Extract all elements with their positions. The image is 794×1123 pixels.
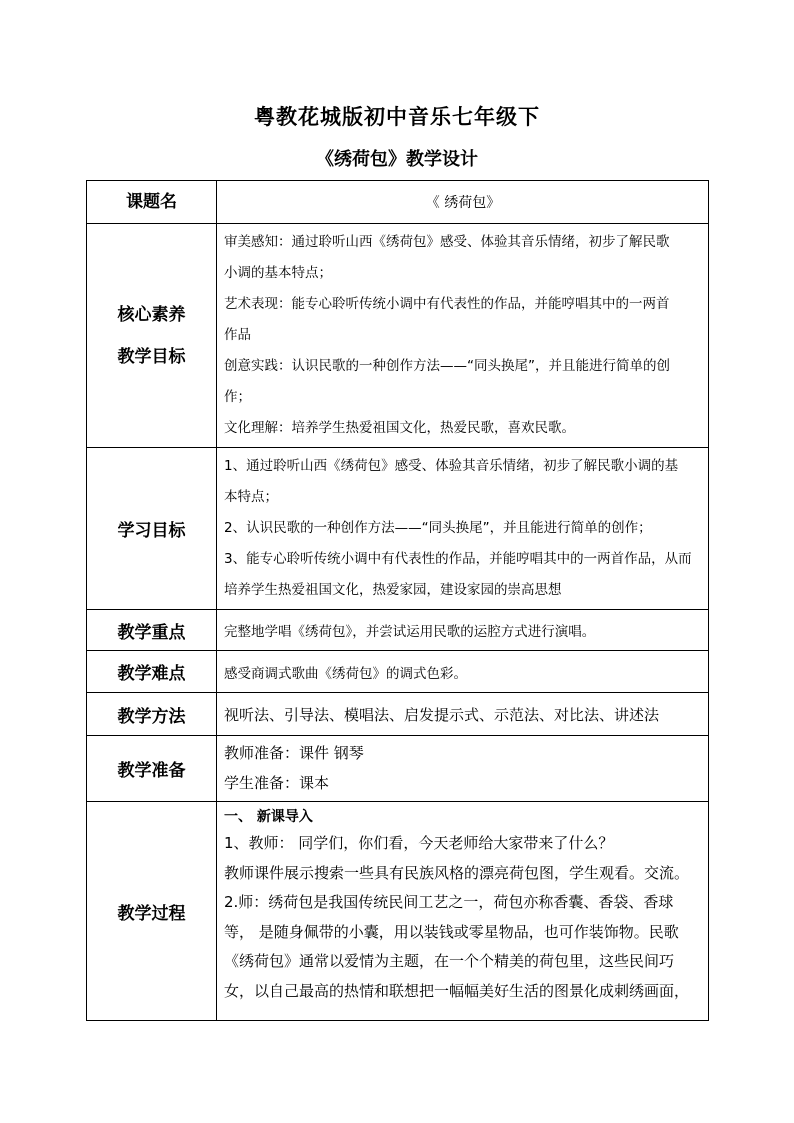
row-method <box>87 693 709 736</box>
label-core-goals-line1: 核心素养 <box>117 304 186 325</box>
label-difficulty: 教学难点 <box>87 651 217 693</box>
label-core-goals <box>87 224 217 448</box>
learning-line: 1、通过聆听山西《绣荷包》感受、体验其音乐情绪，初步了解民歌小调的基 <box>224 458 679 474</box>
process-text <box>217 802 709 1021</box>
process-line: 女，以自己最高的热情和联想把一幅幅美好生活的图景化成刺绣画面， <box>224 981 690 1000</box>
label-method: 教学方法 <box>87 693 217 736</box>
row-learning-goals <box>87 448 709 610</box>
row-key-points <box>87 610 709 651</box>
value-topic: 《 绣荷包》 <box>217 181 709 224</box>
document-title: 粤教花城版初中音乐七年级下 <box>254 104 540 129</box>
process-line: 1、教师： 同学们，你们看，今天老师给大家带来了什么？ <box>224 834 614 852</box>
student-prep: 学生准备：课本 <box>224 773 330 792</box>
goal-line: 艺术表现：能专心聆听传统小调中有代表性的作品，并能哼唱其中的一两首 <box>224 296 670 312</box>
goal-line: 作； <box>224 389 251 405</box>
learning-line: 本特点； <box>224 489 278 505</box>
label-process: 教学过程 <box>87 802 217 1021</box>
process-line: 教师课件展示搜索一些具有民族风格的漂亮荷包图，学生观看。交流。 <box>224 863 690 882</box>
goal-line: 作品 <box>224 327 251 343</box>
method-text: 视听法、引导法、模唱法、启发提示式、示范法、对比法、讲述法 <box>217 693 709 736</box>
label-topic: 课题名 <box>87 181 217 224</box>
difficulty-text: 感受商调式歌曲《绣荷包》的调式色彩。 <box>217 651 709 693</box>
document-subtitle: 《绣荷包》教学设计 <box>316 149 478 170</box>
learning-line: 3、能专心聆听传统小调中有代表性的作品，并能哼唱其中的一两首作品，从而 <box>224 551 692 567</box>
row-topic <box>87 181 709 224</box>
learning-goals-text <box>217 448 709 610</box>
core-goals-text <box>217 224 709 448</box>
prep-text <box>217 736 709 802</box>
lesson-plan-table <box>86 180 709 1021</box>
label-learning-goals: 学习目标 <box>87 448 217 610</box>
key-points-text: 完整地学唱《绣荷包》，并尝试运用民歌的运腔方式进行演唱。 <box>217 610 709 651</box>
goal-line: 文化理解：培养学生热爱祖国文化，热爱民歌，喜欢民歌。 <box>224 420 575 436</box>
goal-line: 审美感知：通过聆听山西《绣荷包》感受、体验其音乐情绪，初步了解民歌 <box>224 234 670 250</box>
goal-line: 小调的基本特点； <box>224 265 332 281</box>
process-line: 等， 是随身佩带的小囊，用以装钱或零星物品，也可作装饰物。民歌 <box>224 922 679 941</box>
teacher-prep: 教师准备：课件 钢琴 <box>224 744 364 762</box>
row-core-goals <box>87 224 709 448</box>
learning-line: 2、认识民歌的一种创作方法——“同头换尾”，并且能进行简单的创作； <box>224 520 652 536</box>
goal-line: 创意实践：认识民歌的一种创作方法——“同头换尾”，并且能进行简单的创 <box>224 358 670 374</box>
label-key-points: 教学重点 <box>87 610 217 651</box>
row-prep <box>87 736 709 802</box>
label-prep: 教学准备 <box>87 736 217 802</box>
row-difficulty <box>87 651 709 693</box>
process-heading: 一、 新课导入 <box>224 809 313 825</box>
process-line: 《绣荷包》通常以爱情为主题，在一个个精美的荷包里，这些民间巧 <box>224 952 675 970</box>
label-core-goals-line2: 教学目标 <box>117 346 186 367</box>
process-line: 2.师：绣荷包是我国传统民间工艺之一，荷包亦称香囊、香袋、香球 <box>224 893 674 911</box>
row-process <box>87 802 709 1021</box>
learning-line: 培养学生热爱祖国文化，热爱家园，建设家园的崇高思想 <box>224 582 562 598</box>
